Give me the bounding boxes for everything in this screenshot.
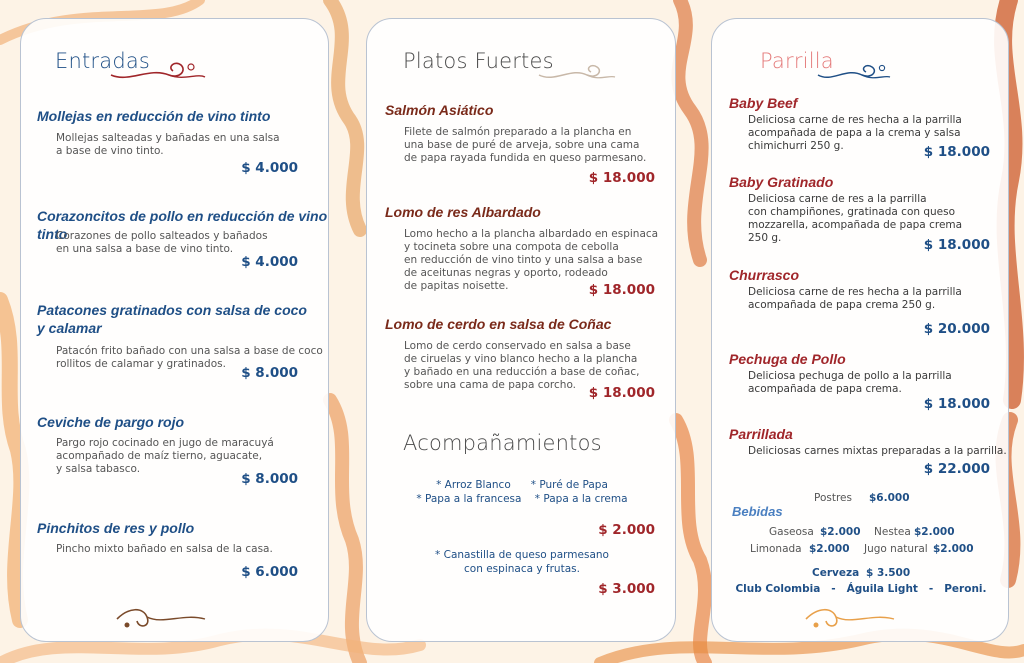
bebida-price: $2.000 [933,543,974,555]
parrilla-item-desc: Deliciosas carnes mixtas preparadas a la parrilla. [748,445,1007,457]
swirl-ornament-icon [109,57,209,87]
parrilla-item-desc: Deliciosa carne de res hecha a la parrilla acompañada de papa crema 250 g. [748,286,962,311]
parrilla-item-desc: Deliciosa carne de res hecha a la parrilla acompañada de papa a la crema y salsa chimichurri 250 g. [748,114,962,152]
entrada-item-price: $ 4.000 [241,160,298,176]
parrilla-item-price: $ 22.000 [923,461,990,477]
cerveza-price: $ 3.500 [866,567,911,579]
plato-item-desc: Filete de salmón preparado a la plancha en una base de puré de arveja, sobre una cama de papa rayada fundida en queso parmesano. [404,126,647,164]
plato-item-desc: Lomo de cerdo conservado en salsa a base de ciruelas y vino blanco hecho a la plancha y bañado en una reducción a base de coñac, sobre una cama de papa corcho. [404,340,640,391]
swirl-ornament-icon [113,603,209,633]
parrilla-item-desc: Deliciosa pechuga de pollo a la parrilla acompañada de papa crema. [748,370,952,395]
entrada-item-desc: Patacón frito bañado con una salsa a base de coco rollitos de calamar y gratinados. [56,345,323,370]
plato-item-price: $ 18.000 [588,385,655,401]
swirl-ornament-icon [816,59,892,87]
entrada-item-desc: Corazones de pollo salteados y bañados en una salsa a base de vino tinto. [56,230,268,255]
entradas-panel [20,18,329,642]
parrilla-item-price: $ 18.000 [923,396,990,412]
acompanamientos-line: * Arroz Blanco * Puré de Papa [436,479,608,491]
plato-item-price: $ 18.000 [588,282,655,298]
entrada-item-name: Ceviche de pargo rojo [37,414,185,430]
postres-label: Postres [814,492,852,504]
parrilla-item-price: $ 20.000 [923,321,990,337]
parrilla-item-price: $ 18.000 [923,144,990,160]
bebida-price: $2.000 [820,526,861,538]
swirl-ornament-icon [802,603,898,633]
postres-price: $6.000 [869,492,910,504]
parrilla-item-name: Baby Beef [729,95,798,111]
parrilla-panel [711,18,1009,642]
entrada-item-name: Pinchitos de res y pollo [37,520,195,536]
acompanamientos-price: $ 2.000 [598,522,655,538]
acompanamientos-line: con espinaca y frutas. [464,563,580,575]
entrada-item-price: $ 8.000 [241,471,298,487]
entrada-item-price: $ 8.000 [241,365,298,381]
entrada-item-name: Patacones gratinados con salsa de coco y calamar [37,302,307,336]
parrilla-item-price: $ 18.000 [923,237,990,253]
parrilla-item-name: Parrillada [729,426,793,442]
parrilla-item-name: Pechuga de Pollo [729,351,846,367]
swirl-ornament-icon [537,59,617,87]
entrada-item-name: Mollejas en reducción de vino tinto [37,108,271,124]
acompanamientos-line: * Canastilla de queso parmesano [435,549,609,561]
plato-item-name: Salmón Asiático [385,102,494,118]
entrada-item-desc: Pargo rojo cocinado en jugo de maracuyá acompañado de maíz tierno, aguacate, y salsa tabasco. [56,437,274,475]
cerveza-label: Cerveza [812,567,860,579]
bebidas-title: Bebidas [732,504,783,519]
acompanamientos-line: * Papa a la francesa * Papa a la crema [416,493,628,505]
entradas-title: Entradas [55,49,151,73]
plato-item-name: Lomo de res Albardado [385,204,541,220]
bebida-label: Limonada [750,543,802,555]
plato-item-name: Lomo de cerdo en salsa de Coñac [385,316,612,332]
entrada-item-price: $ 4.000 [241,254,298,270]
entrada-item-desc: Pincho mixto bañado en salsa de la casa. [56,543,273,555]
cerveza-brands: Club Colombia - Águila Light - Peroni. [735,583,987,595]
plato-item-desc: Lomo hecho a la plancha albardado en espinaca y tocineta sobre una compota de cebolla en reducción de vino tinto y una salsa a base de aceitunas negras y oporto, rodeado de papitas noisette. [404,228,659,292]
platos-title: Platos Fuertes [403,49,554,73]
plato-item-price: $ 18.000 [588,170,655,186]
bebida-label: Gaseosa [769,526,814,538]
acompanamientos-price: $ 3.000 [598,581,655,597]
bebida-label: Jugo natural [864,543,928,555]
parrilla-title: Parrilla [760,49,834,73]
bebida-price: $2.000 [914,526,955,538]
bebida-label: Nestea [874,526,911,538]
parrilla-item-desc: Deliciosa carne de res a la parrilla con champiñones, gratinada con queso mozzarella, acompañada de papa crema 250 g. [748,193,963,244]
parrilla-item-name: Baby Gratinado [729,174,834,190]
bebida-price: $2.000 [809,543,850,555]
parrilla-item-name: Churrasco [729,267,800,283]
platos-fuertes-panel [366,18,676,642]
entrada-item-desc: Mollejas salteadas y bañadas en una salsa a base de vino tinto. [56,132,280,157]
entrada-item-name: Corazoncitos de pollo en reducción de vino tinto [37,208,328,242]
entrada-item-price: $ 6.000 [241,564,298,580]
acompanamientos-title: Acompañamientos [403,431,602,455]
